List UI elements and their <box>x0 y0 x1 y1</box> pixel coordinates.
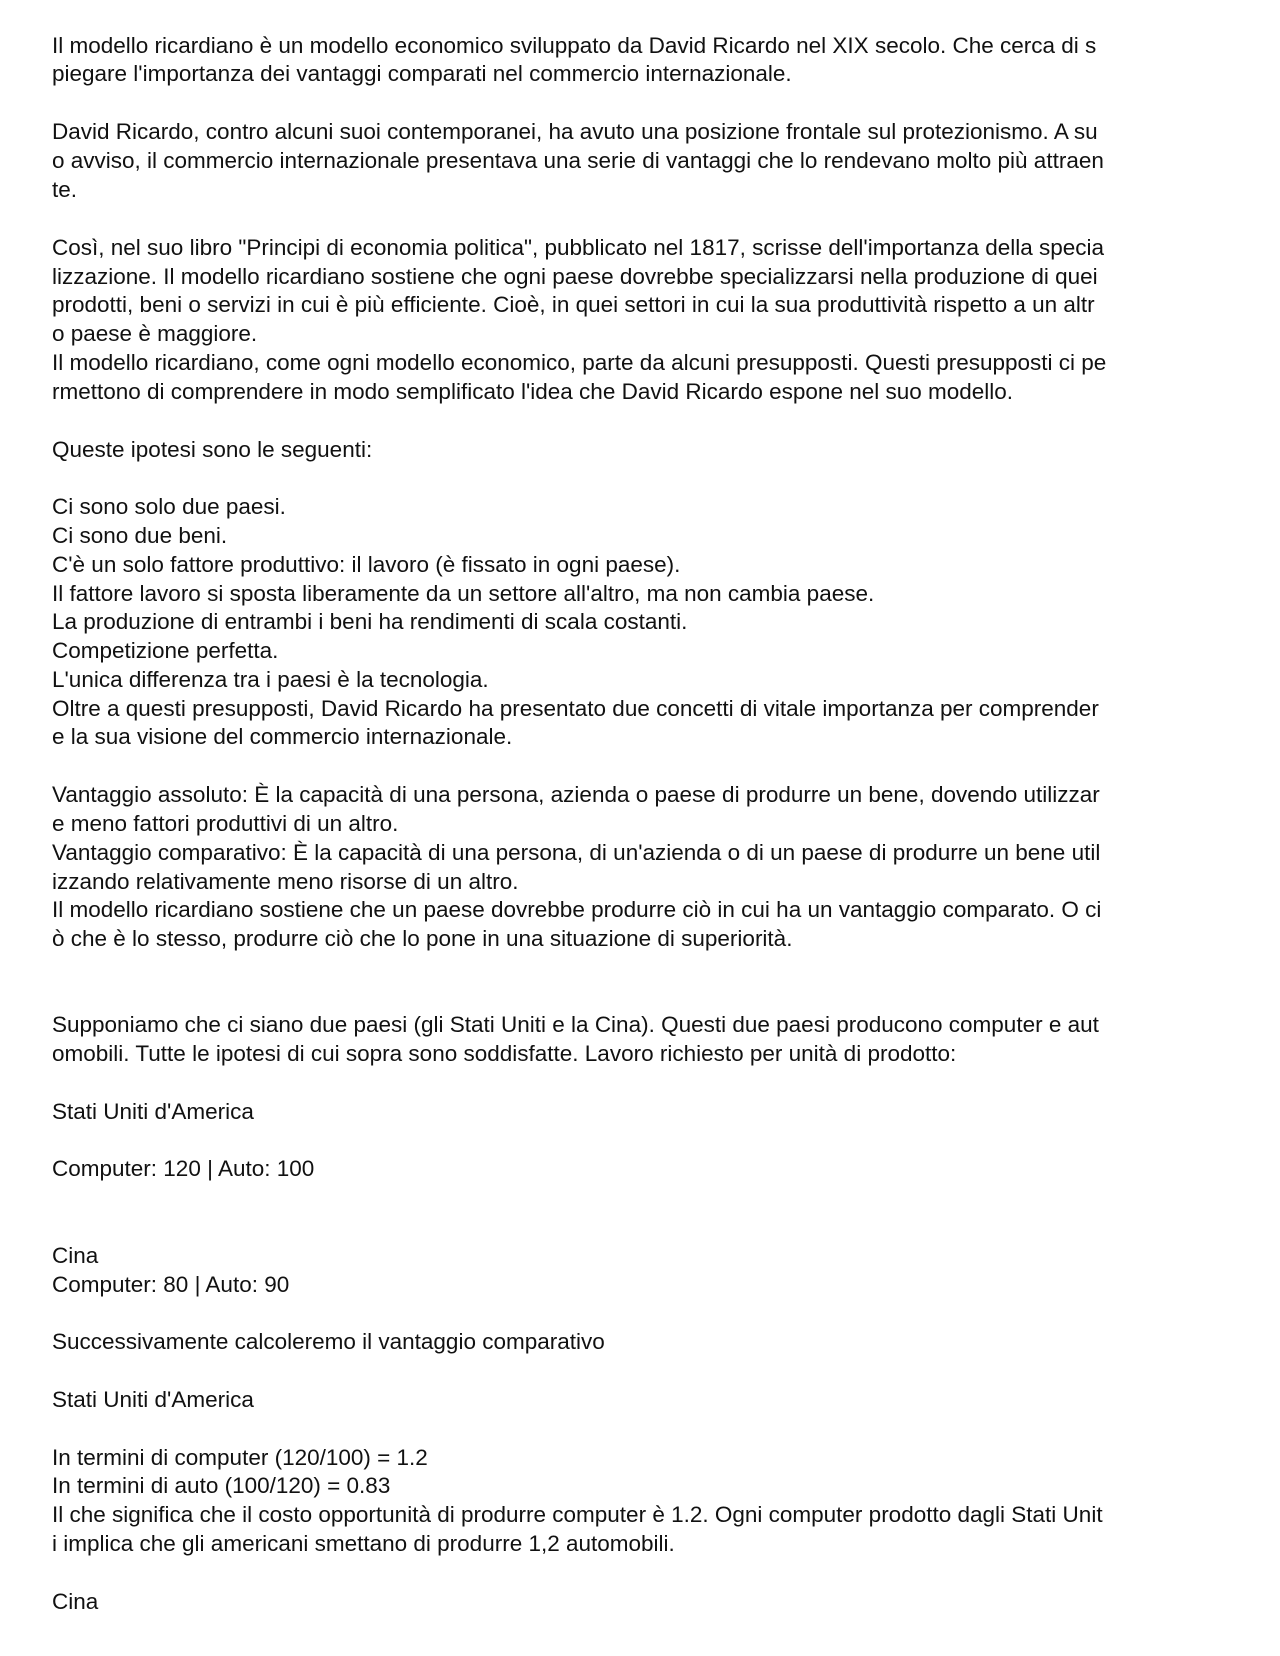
text-line: te. <box>52 177 78 202</box>
text-line: Il modello ricardiano sostiene che un paese dovrebbe produrre ciò in cui ha un vantaggio comparato. O ci <box>52 897 1102 922</box>
text-line: Stati Uniti d'America <box>52 1387 254 1412</box>
text-line: e meno fattori produttivi di un altro. <box>52 811 399 836</box>
text-line: David Ricardo, contro alcuni suoi contemporanei, ha avuto una posizione frontale sul protezionismo. A su <box>52 119 1098 144</box>
text-line: o paese è maggiore. <box>52 321 258 346</box>
text-line: Successivamente calcoleremo il vantaggio comparativo <box>52 1329 605 1354</box>
text-line: Ci sono solo due paesi. <box>52 494 286 519</box>
text-line: e la sua visione del commercio internazionale. <box>52 724 513 749</box>
text-line: Così, nel suo libro "Principi di economia politica", pubblicato nel 1817, scrisse dell'importanza della specia <box>52 235 1105 260</box>
text-line: i implica che gli americani smettano di produrre 1,2 automobili. <box>52 1531 675 1556</box>
text-line: In termini di auto (100/120) = 0.83 <box>52 1473 391 1498</box>
text-line: Oltre a questi presupposti, David Ricardo ha presentato due concetti di vitale importanza per comprender <box>52 696 1099 721</box>
text-line: Cina <box>52 1243 99 1268</box>
text-line: Vantaggio comparativo: È la capacità di una persona, di un'azienda o di un paese di produrre un bene util <box>52 840 1101 865</box>
text-line: Computer: 120 | Auto: 100 <box>52 1156 315 1181</box>
text-line: L'unica differenza tra i paesi è la tecnologia. <box>52 667 489 692</box>
text-line: In termini di computer (120/100) = 1.2 <box>52 1445 428 1470</box>
text-line: o avviso, il commercio internazionale presentava una serie di vantaggi che lo rendevano molto più attraen <box>52 148 1104 173</box>
text-line: Il che significa che il costo opportunità di produrre computer è 1.2. Ogni computer prodotto dagli Stati Unit <box>52 1502 1103 1527</box>
text-line: C'è un solo fattore produttivo: il lavoro (è fissato in ogni paese). <box>52 552 681 577</box>
text-line: Ci sono due beni. <box>52 523 228 548</box>
text-line: Competizione perfetta. <box>52 638 279 663</box>
text-line: Cina <box>52 1589 99 1614</box>
text-line: rmettono di comprendere in modo semplificato l'idea che David Ricardo espone nel suo modello. <box>52 379 1014 404</box>
text-line: prodotti, beni o servizi in cui è più efficiente. Cioè, in quei settori in cui la sua produttività rispetto a un altr <box>52 292 1095 317</box>
text-line: Queste ipotesi sono le seguenti: <box>52 437 373 462</box>
text-line: Computer: 80 | Auto: 90 <box>52 1272 290 1297</box>
text-line: Il modello ricardiano, come ogni modello economico, parte da alcuni presupposti. Questi presupposti ci pe <box>52 350 1107 375</box>
text-line: lizzazione. Il modello ricardiano sostiene che ogni paese dovrebbe specializzarsi nella produzione di quei <box>52 264 1098 289</box>
text-line: Il modello ricardiano è un modello economico sviluppato da David Ricardo nel XIX secolo. Che cerca di s <box>52 33 1097 58</box>
text-line: ò che è lo stesso, produrre ciò che lo pone in una situazione di superiorità. <box>52 926 793 951</box>
text-line: Il fattore lavoro si sposta liberamente da un settore all'altro, ma non cambia paese. <box>52 581 875 606</box>
text-line: La produzione di entrambi i beni ha rendimenti di scala costanti. <box>52 609 688 634</box>
text-line: omobili. Tutte le ipotesi di cui sopra sono soddisfatte. Lavoro richiesto per unità di prodotto: <box>52 1041 957 1066</box>
text-line: Supponiamo che ci siano due paesi (gli Stati Uniti e la Cina). Questi due paesi producono computer e aut <box>52 1012 1099 1037</box>
text-line: piegare l'importanza dei vantaggi comparati nel commercio internazionale. <box>52 61 792 86</box>
text-line: Vantaggio assoluto: È la capacità di una persona, azienda o paese di produrre un bene, dovendo utilizzar <box>52 782 1100 807</box>
text-line: Stati Uniti d'America <box>52 1099 254 1124</box>
text-line: izzando relativamente meno risorse di un altro. <box>52 869 519 894</box>
